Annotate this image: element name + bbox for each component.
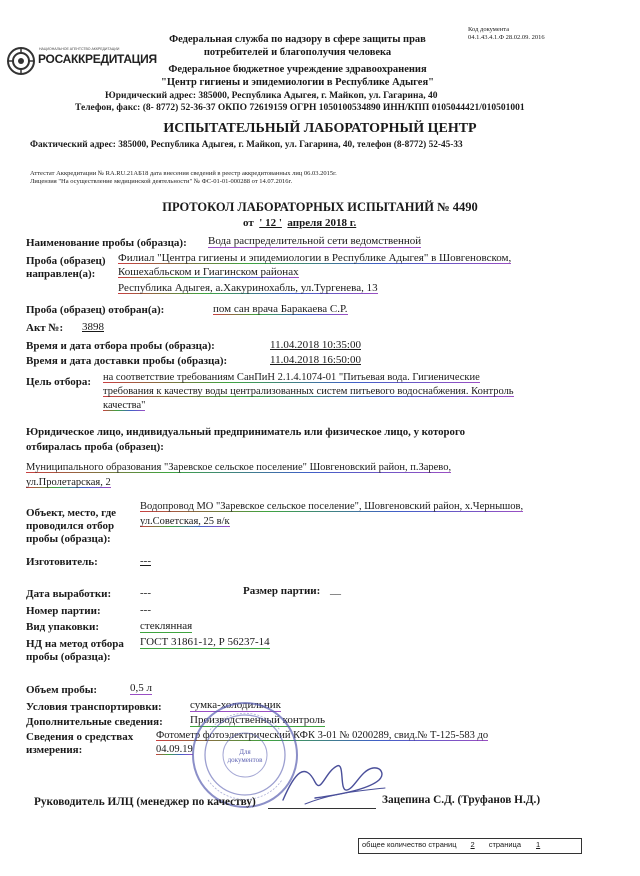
instruments-line-1: Фотометр фотоэлектрический КФК 3-01 № 0200289, свид.№ Т-125-583 до: [156, 730, 489, 741]
nd-value: ГОСТ 31861-12, Р 56237-14: [140, 636, 270, 648]
sent-by-label-2: направлен(а):: [26, 268, 96, 280]
pages-total: 2: [470, 840, 475, 849]
transport-label: Условия транспортировки:: [26, 701, 162, 713]
attestat-line: Аттестат Аккредитации № RA.RU.21АБ18 дата внесения сведений в реестр аккредитованных лиц 06.03.2015г.: [30, 170, 337, 177]
logo-name: РОСАККРЕДИТАЦИЯ: [38, 52, 157, 66]
production-date-label: Дата выработки:: [26, 588, 112, 600]
package-value: стеклянная: [140, 620, 193, 632]
date-prefix: от: [243, 217, 254, 229]
sent-by-label-1: Проба (образец): [26, 255, 106, 267]
instruments-label-1: Сведения о средствах: [26, 731, 134, 743]
doc-code-value: 04.1.43.4.1.Ф 28.02.09. 2016: [468, 34, 545, 41]
act-value: 3898: [82, 321, 104, 333]
purpose-line-3: качества": [103, 400, 146, 411]
volume-value: 0,5 л: [130, 682, 152, 694]
instruments-label-2: измерения:: [26, 744, 83, 756]
object-label-3: пробы (образца):: [26, 533, 111, 545]
handwritten-signature-icon: [275, 752, 390, 812]
purpose-line-2: требования к качеству воды централизованных систем питьевого водоснабжения. Контроль: [103, 386, 514, 397]
sample-name-label: Наименование пробы (образца):: [26, 237, 187, 249]
logo-caption: НАЦИОНАЛЬНОЕ АГЕНТСТВО АККРЕДИТАЦИИ: [39, 47, 120, 51]
batch-number-value: ---: [140, 604, 151, 616]
instruments-line-2: 04.09.19: [156, 744, 193, 755]
delivery-time-value: 11.04.2018 16:50:00: [270, 354, 361, 366]
pages-total-label: общее количество страниц: [362, 840, 457, 849]
sent-by-line-3: Республика Адыгея, а.Хакуринохабль, ул.Тургенева, 13: [118, 282, 378, 294]
object-label-1: Объект, место, где: [26, 507, 117, 519]
legal-entity-label-1: Юридическое лицо, индивидуальный предприниматель или физическое лицо, у которого: [26, 426, 465, 438]
sent-by-line-2: Кошехабльском и Гиагинском районах: [118, 266, 299, 278]
rosaccreditation-logo: [6, 40, 157, 80]
batch-size-value: __: [330, 584, 341, 596]
lab-title: ИСПЫТАТЕЛЬНЫЙ ЛАБОРАТОРНЫЙ ЦЕНТР: [163, 121, 477, 136]
nd-label-1: НД на метод отбора: [26, 638, 124, 650]
stamp-center-text: Для документов: [227, 748, 263, 764]
package-label: Вид упаковки:: [26, 621, 100, 633]
sampling-time-label: Время и дата отбора пробы (образца):: [26, 340, 215, 352]
doc-code-label: Код документа: [468, 26, 510, 33]
date-day: ' 12 ': [259, 217, 282, 229]
license-line: Лицензия "На осуществление медицинской деятельности" № ФС-01-01-000288 от 14.07.2016г.: [30, 178, 293, 185]
institution-line-2: "Центр гигиены и эпидемиологии в Республике Адыгея": [161, 77, 434, 88]
delivery-time-label: Время и дата доставки пробы (образца):: [26, 355, 228, 367]
agency-line-1: Федеральная служба по надзору в сфере защиты прав: [169, 34, 426, 45]
nd-label-2: пробы (образца):: [26, 651, 111, 663]
production-date-value: ---: [140, 587, 151, 599]
act-label: Акт №:: [26, 322, 64, 334]
actual-address: Фактический адрес: 385000, Республика Адыгея, г. Майкоп, ул. Гагарина, 40, телефон (8-8772) 52-45-33: [30, 140, 463, 150]
agency-line-2: потребителей и благополучия человека: [203, 47, 392, 58]
institution-line-1: Федеральное бюджетное учреждение здравоохранения: [168, 64, 427, 75]
object-label-2: проводился отбор: [26, 520, 115, 532]
page-counter: [362, 840, 553, 849]
batch-size-label: Размер партии:: [243, 585, 321, 597]
sent-by-line-1: Филиал "Центра гигиены и эпидемиологии в Республике Адыгея" в Шовгеновском,: [118, 252, 512, 264]
batch-number-label: Номер партии:: [26, 605, 101, 617]
purpose-label: Цель отбора:: [26, 376, 92, 388]
additional-label: Дополнительные сведения:: [26, 716, 163, 728]
additional-value: Производственный контроль: [190, 714, 326, 726]
sampling-time-value: 11.04.2018 10:35:00: [270, 339, 361, 351]
transport-value: сумка-холодильник: [190, 699, 281, 711]
manufacturer-label: Изготовитель:: [26, 556, 98, 568]
date-month-year: апреля 2018 г.: [287, 217, 357, 229]
taken-by-value: пом сан врача Баракаева С.Р.: [213, 303, 348, 315]
head-name: Зацепина С.Д. (Труфанов Н.Д.): [382, 794, 541, 806]
legal-entity-line-2: ул.Пролетарская, 2: [26, 477, 111, 488]
page-number: 1: [536, 840, 541, 849]
head-label: Руководитель ИЛЦ (менеджер по качеству): [34, 796, 256, 808]
taken-by-label: Проба (образец) отобран(а):: [26, 304, 165, 316]
legal-entity-label-2: отбиралась проба (образец):: [26, 441, 164, 453]
legal-address: Юридический адрес: 385000, Республика Адыгея, г. Майкоп, ул. Гагарина, 40: [105, 91, 438, 101]
protocol-date: [243, 217, 356, 229]
manufacturer-value: ---: [140, 555, 151, 567]
object-line-1: Водопровод МО "Заревское сельское поселение", Шовгеновский район, х.Чернышов,: [140, 501, 524, 512]
signature-line: [268, 808, 376, 809]
logo-emblem-icon: [6, 46, 36, 76]
page-label: страница: [488, 840, 522, 849]
sample-name-value: Вода распределительной сети ведомственной: [208, 235, 422, 247]
object-line-2: ул.Советская, 25 в/к: [140, 516, 230, 527]
protocol-title: ПРОТОКОЛ ЛАБОРАТОРНЫХ ИСПЫТАНИЙ № 4490: [162, 200, 478, 214]
purpose-line-1: на соответствие требованиям СанПиН 2.1.4.1074-01 "Питьевая вода. Гигиенические: [103, 372, 480, 383]
legal-entity-line-1: Муниципального образования "Заревское сельское поселение" Шовгеновский район, п.Зарево,: [26, 462, 452, 473]
volume-label: Объем пробы:: [26, 684, 98, 696]
phone-line: Телефон, факс: (8- 8772) 52-36-37 ОКПО 72619159 ОГРН 1050100534890 ИНН/КПП 0105044421/010501001: [75, 103, 525, 113]
